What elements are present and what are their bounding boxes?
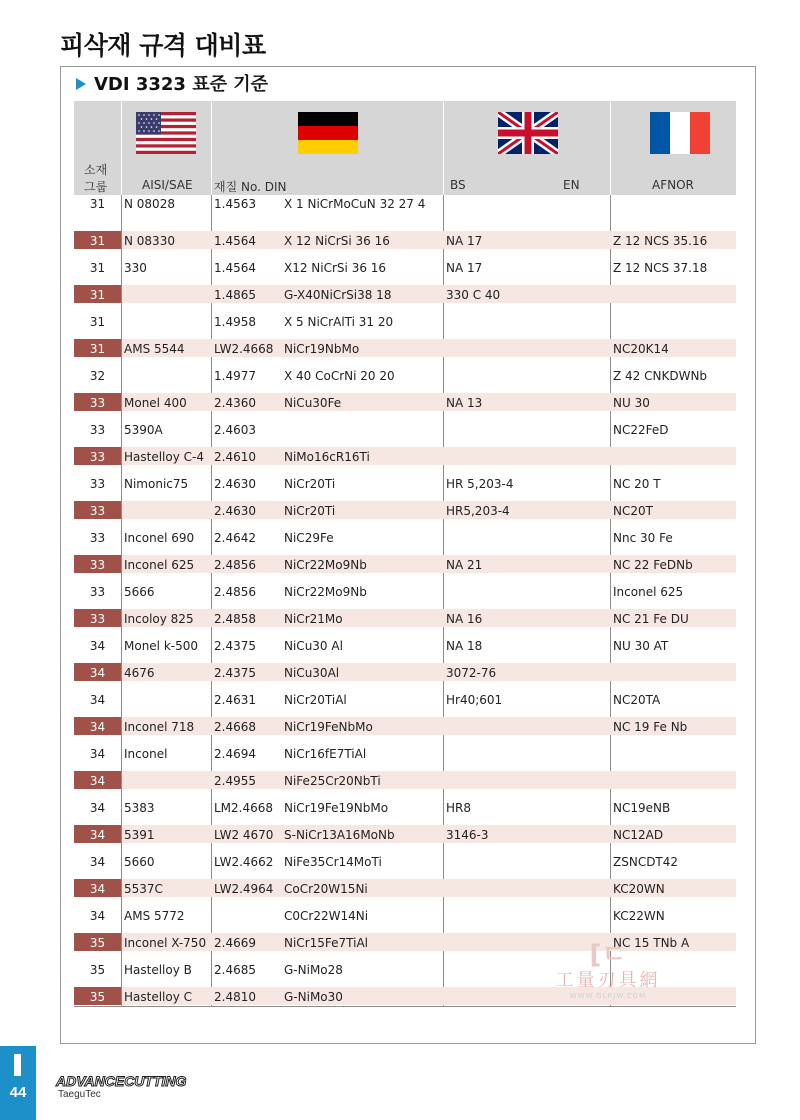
table-row — [74, 681, 736, 708]
cell-no: 1.4958 — [214, 315, 256, 329]
cell-group: 31 — [89, 342, 106, 356]
cell-bs: NA 17 — [446, 261, 483, 275]
cell-afnor: NC20TA — [613, 693, 661, 707]
cell-group: 34 — [89, 801, 106, 815]
cell-group: 34 — [89, 666, 106, 680]
cell-aisi: Monel 400 — [124, 396, 187, 410]
germany-flag-icon — [298, 112, 358, 154]
cell-din: NiCr21Mo — [284, 612, 343, 626]
cell-group: 33 — [89, 504, 106, 518]
table-row — [74, 546, 736, 573]
cell-din: NiCu30 Al — [284, 639, 343, 653]
cell-bs: NA 17 — [446, 234, 483, 248]
header-divider — [610, 101, 611, 195]
cell-aisi: Monel k-500 — [124, 639, 199, 653]
cell-group: 31 — [89, 234, 106, 248]
cell-din: C0Cr22W14Ni — [284, 909, 369, 923]
cell-bs: NA 13 — [446, 396, 483, 410]
cell-no: 2.4955 — [214, 774, 256, 788]
cell-group: 32 — [89, 369, 106, 383]
cell-aisi: Nimonic75 — [124, 477, 189, 491]
cell-din: CoCr20W15Ni — [284, 882, 368, 896]
cell-bs: 3072-76 — [446, 666, 497, 680]
cell-aisi: AMS 5772 — [124, 909, 185, 923]
cell-group: 34 — [89, 909, 106, 923]
cell-no: LW2.4668 — [214, 342, 274, 356]
cell-aisi: AMS 5544 — [124, 342, 185, 356]
cell-afnor: NC22FeD — [613, 423, 669, 437]
header-en-label: EN — [563, 178, 580, 192]
cell-afnor: NC12AD — [613, 828, 664, 842]
table-row — [74, 708, 736, 735]
header-divider — [121, 101, 122, 195]
cell-no: 1.4564 — [214, 261, 256, 275]
cell-no: 2.4668 — [214, 720, 256, 734]
cell-bs: Hr40;601 — [446, 693, 503, 707]
cell-aisi: 5666 — [124, 585, 155, 599]
section-title — [76, 74, 268, 96]
header-bs-label: BS — [450, 178, 466, 192]
cell-bs: NA 18 — [446, 639, 483, 653]
cell-no: 2.4360 — [214, 396, 256, 410]
cell-din: NiFe35Cr14MoTi — [284, 855, 382, 869]
table-row — [74, 789, 736, 816]
cell-afnor: KC20WN — [613, 882, 665, 896]
cell-afnor: KC22WN — [613, 909, 665, 923]
cell-aisi: Inconel 718 — [124, 720, 195, 734]
cell-aisi: N 08028 — [124, 197, 175, 211]
cell-din: NiCr19Fe19NbMo — [284, 801, 389, 815]
cell-group: 34 — [89, 855, 106, 869]
cell-afnor: NC 15 TNb A — [613, 936, 690, 950]
cell-group: 34 — [89, 828, 106, 842]
cell-group: 34 — [89, 882, 106, 896]
cell-din: G-X40NiCrSi38 18 — [284, 288, 392, 302]
cell-group: 33 — [89, 531, 106, 545]
table-row — [74, 411, 736, 438]
cell-no: 2.4856 — [214, 585, 256, 599]
cell-afnor: NC20T — [613, 504, 653, 518]
cell-din: X 12 NiCrSi 36 16 — [284, 234, 390, 248]
cell-din: NiCr19NbMo — [284, 342, 360, 356]
cell-din: G-NiMo30 — [284, 990, 343, 1004]
cell-group: 35 — [89, 963, 106, 977]
cell-bs: NA 21 — [446, 558, 483, 572]
cell-bs: 3146-3 — [446, 828, 489, 842]
cell-no: 2.4631 — [214, 693, 256, 707]
watermark-text: 工量刃具網 — [555, 970, 661, 991]
section-title-text: VDI 3323 표준 기준 — [94, 74, 269, 95]
cell-afnor: NC19eNB — [613, 801, 671, 815]
cell-aisi: Inconel 625 — [124, 558, 195, 572]
watermark-logo: [ㄷ — [589, 940, 627, 970]
cell-aisi: 330 — [124, 261, 147, 275]
header-divider — [211, 101, 212, 195]
cell-group: 31 — [89, 197, 106, 211]
chapter-tab — [0, 1046, 36, 1120]
table-row — [74, 330, 736, 357]
table-row — [74, 303, 736, 330]
cell-aisi: Hastelloy C — [124, 990, 193, 1004]
cell-group: 33 — [89, 558, 106, 572]
cell-group: 33 — [89, 585, 106, 599]
table-row — [74, 384, 736, 411]
table-row — [74, 222, 736, 249]
usa-flag-icon — [136, 112, 196, 154]
cell-din: NiMo16cR16Ti — [284, 450, 370, 464]
cell-group: 34 — [89, 774, 106, 788]
header-group-label-line1: 소재 — [84, 163, 108, 177]
table-row — [74, 897, 736, 924]
header-afnor-label: AFNOR — [652, 178, 694, 192]
cell-no: 2.4694 — [214, 747, 256, 761]
cell-afnor: NU 30 AT — [613, 639, 669, 653]
cell-din: NiCr20Ti — [284, 504, 336, 518]
cell-group: 35 — [89, 990, 106, 1004]
cell-aisi: 5391 — [124, 828, 155, 842]
cell-group: 34 — [89, 720, 106, 734]
cell-aisi: Inconel 690 — [124, 531, 195, 545]
cell-din: G-NiMo28 — [284, 963, 343, 977]
cell-aisi: Hastelloy B — [124, 963, 192, 977]
triangle-bullet-icon — [76, 78, 86, 90]
table-row — [74, 438, 736, 465]
brand-logo — [56, 1073, 186, 1100]
cell-afnor: ZSNCDT42 — [613, 855, 679, 869]
uk-flag-icon — [498, 112, 558, 154]
cell-din: NiCr15Fe7TiAl — [284, 936, 368, 950]
header-group-label-line2: 그룹 — [84, 180, 108, 194]
cell-din: NiCr22Mo9Nb — [284, 585, 367, 599]
table-row — [74, 762, 736, 789]
cell-afnor: NC 19 Fe Nb — [613, 720, 688, 734]
table-row — [74, 573, 736, 600]
cell-din: NiCr20TiAl — [284, 693, 347, 707]
page-number: 44 — [9, 1084, 27, 1101]
cell-afnor: Z 12 NCS 35.16 — [613, 234, 708, 248]
cell-bs: NA 16 — [446, 612, 483, 626]
cell-din: X12 NiCrSi 36 16 — [284, 261, 387, 275]
cell-group: 31 — [89, 288, 106, 302]
cell-afnor: Nnc 30 Fe — [613, 531, 673, 545]
page-title: 피삭재 규격 대비표 — [60, 31, 266, 60]
cell-aisi: 4676 — [124, 666, 155, 680]
cell-group: 34 — [89, 693, 106, 707]
cell-no: 2.4630 — [214, 504, 256, 518]
cell-no: 2.4685 — [214, 963, 256, 977]
table-row — [74, 816, 736, 843]
cell-no: LW2.4964 — [214, 882, 274, 896]
cell-din: NiC29Fe — [284, 531, 334, 545]
cell-group: 33 — [89, 423, 106, 437]
france-flag-icon — [650, 112, 710, 154]
header-aisi-label: AISI/SAE — [142, 178, 193, 192]
cell-group: 34 — [89, 639, 106, 653]
header-din-label: 재질 No. DIN — [214, 180, 287, 194]
cell-afnor: Z 42 CNKDWNb — [613, 369, 708, 383]
cell-no: 2.4610 — [214, 450, 256, 464]
table-row — [74, 870, 736, 897]
watermark — [538, 940, 678, 1010]
cell-aisi: 5383 — [124, 801, 155, 815]
cell-din: NiCr20Ti — [284, 477, 336, 491]
cell-group: 33 — [89, 396, 106, 410]
cell-no: LM2.4668 — [214, 801, 274, 815]
cell-aisi: Hastelloy C-4 — [124, 450, 204, 464]
cell-din: S-NiCr13A16MoNb — [284, 828, 395, 842]
cell-bs: HR5,203-4 — [446, 504, 510, 518]
cell-aisi: Inconel X-750 — [124, 936, 207, 950]
cell-afnor: NC 21 Fe DU — [613, 612, 689, 626]
brand-name: ADVANCECUTTING — [56, 1073, 187, 1089]
table-row — [74, 465, 736, 492]
cell-din: NiCr16fE7TiAl — [284, 747, 367, 761]
cell-no: 1.4563 — [214, 197, 256, 211]
table-row — [74, 843, 736, 870]
table-row — [74, 492, 736, 519]
cell-no: 2.4603 — [214, 423, 256, 437]
cell-din: X 1 NiCrMoCuN 32 27 4 — [284, 197, 426, 211]
cell-no: 1.4865 — [214, 288, 256, 302]
cell-group: 31 — [89, 315, 106, 329]
table-row — [74, 249, 736, 276]
cell-din: NiCu30Fe — [284, 396, 342, 410]
cell-group: 34 — [89, 747, 106, 761]
cell-group: 33 — [89, 450, 106, 464]
cell-aisi: N 08330 — [124, 234, 175, 248]
table-row — [74, 627, 736, 654]
cell-din: X 40 CoCrNi 20 20 — [284, 369, 395, 383]
chapter-tab-mark — [14, 1054, 21, 1076]
cell-no: 1.4564 — [214, 234, 256, 248]
table-row — [74, 519, 736, 546]
cell-aisi: 5390A — [124, 423, 163, 437]
cell-afnor: NC20K14 — [613, 342, 669, 356]
cell-no: LW2.4662 — [214, 855, 274, 869]
brand-sub: TaeguTec — [58, 1089, 101, 1100]
table-row — [74, 195, 736, 222]
cell-no: 2.4375 — [214, 666, 256, 680]
cell-din: X 5 NiCrAlTi 31 20 — [284, 315, 394, 329]
cell-no: 2.4810 — [214, 990, 256, 1004]
cell-din: NiCu30Al — [284, 666, 340, 680]
cell-group: 35 — [89, 936, 106, 950]
table-body — [74, 195, 736, 1005]
cell-no: 2.4856 — [214, 558, 256, 572]
cell-no: LW2 4670 — [214, 828, 274, 842]
cell-bs: HR8 — [446, 801, 471, 815]
cell-no: 1.4977 — [214, 369, 256, 383]
cell-aisi: 5537C — [124, 882, 163, 896]
table-row — [74, 600, 736, 627]
cell-no: 2.4858 — [214, 612, 256, 626]
cell-afnor: Z 12 NCS 37.18 — [613, 261, 708, 275]
table-row — [74, 735, 736, 762]
cell-group: 31 — [89, 261, 106, 275]
cell-no: 2.4669 — [214, 936, 256, 950]
cell-aisi: Inconel — [124, 747, 168, 761]
cell-aisi: 5660 — [124, 855, 155, 869]
table-row — [74, 276, 736, 303]
cell-no: 2.4375 — [214, 639, 256, 653]
table-row — [74, 357, 736, 384]
cell-afnor: NC 22 FeDNb — [613, 558, 693, 572]
table-row — [74, 654, 736, 681]
watermark-url: WWW.GLRJW.COM — [569, 992, 647, 1000]
cell-group: 33 — [89, 477, 106, 491]
cell-din: NiCr22Mo9Nb — [284, 558, 367, 572]
cell-din: NiCr19FeNbMo — [284, 720, 373, 734]
cell-no: 2.4630 — [214, 477, 256, 491]
cell-afnor: NC 20 T — [613, 477, 661, 491]
cell-aisi: Incoloy 825 — [124, 612, 194, 626]
cell-afnor: NU 30 — [613, 396, 650, 410]
cell-bs: 330 C 40 — [446, 288, 501, 302]
cell-din: NiFe25Cr20NbTi — [284, 774, 381, 788]
table-header — [74, 101, 736, 195]
cell-group: 33 — [89, 612, 106, 626]
cell-no: 2.4642 — [214, 531, 256, 545]
cell-bs: HR 5,203-4 — [446, 477, 514, 491]
header-divider — [443, 101, 444, 195]
cell-afnor: Inconel 625 — [613, 585, 684, 599]
